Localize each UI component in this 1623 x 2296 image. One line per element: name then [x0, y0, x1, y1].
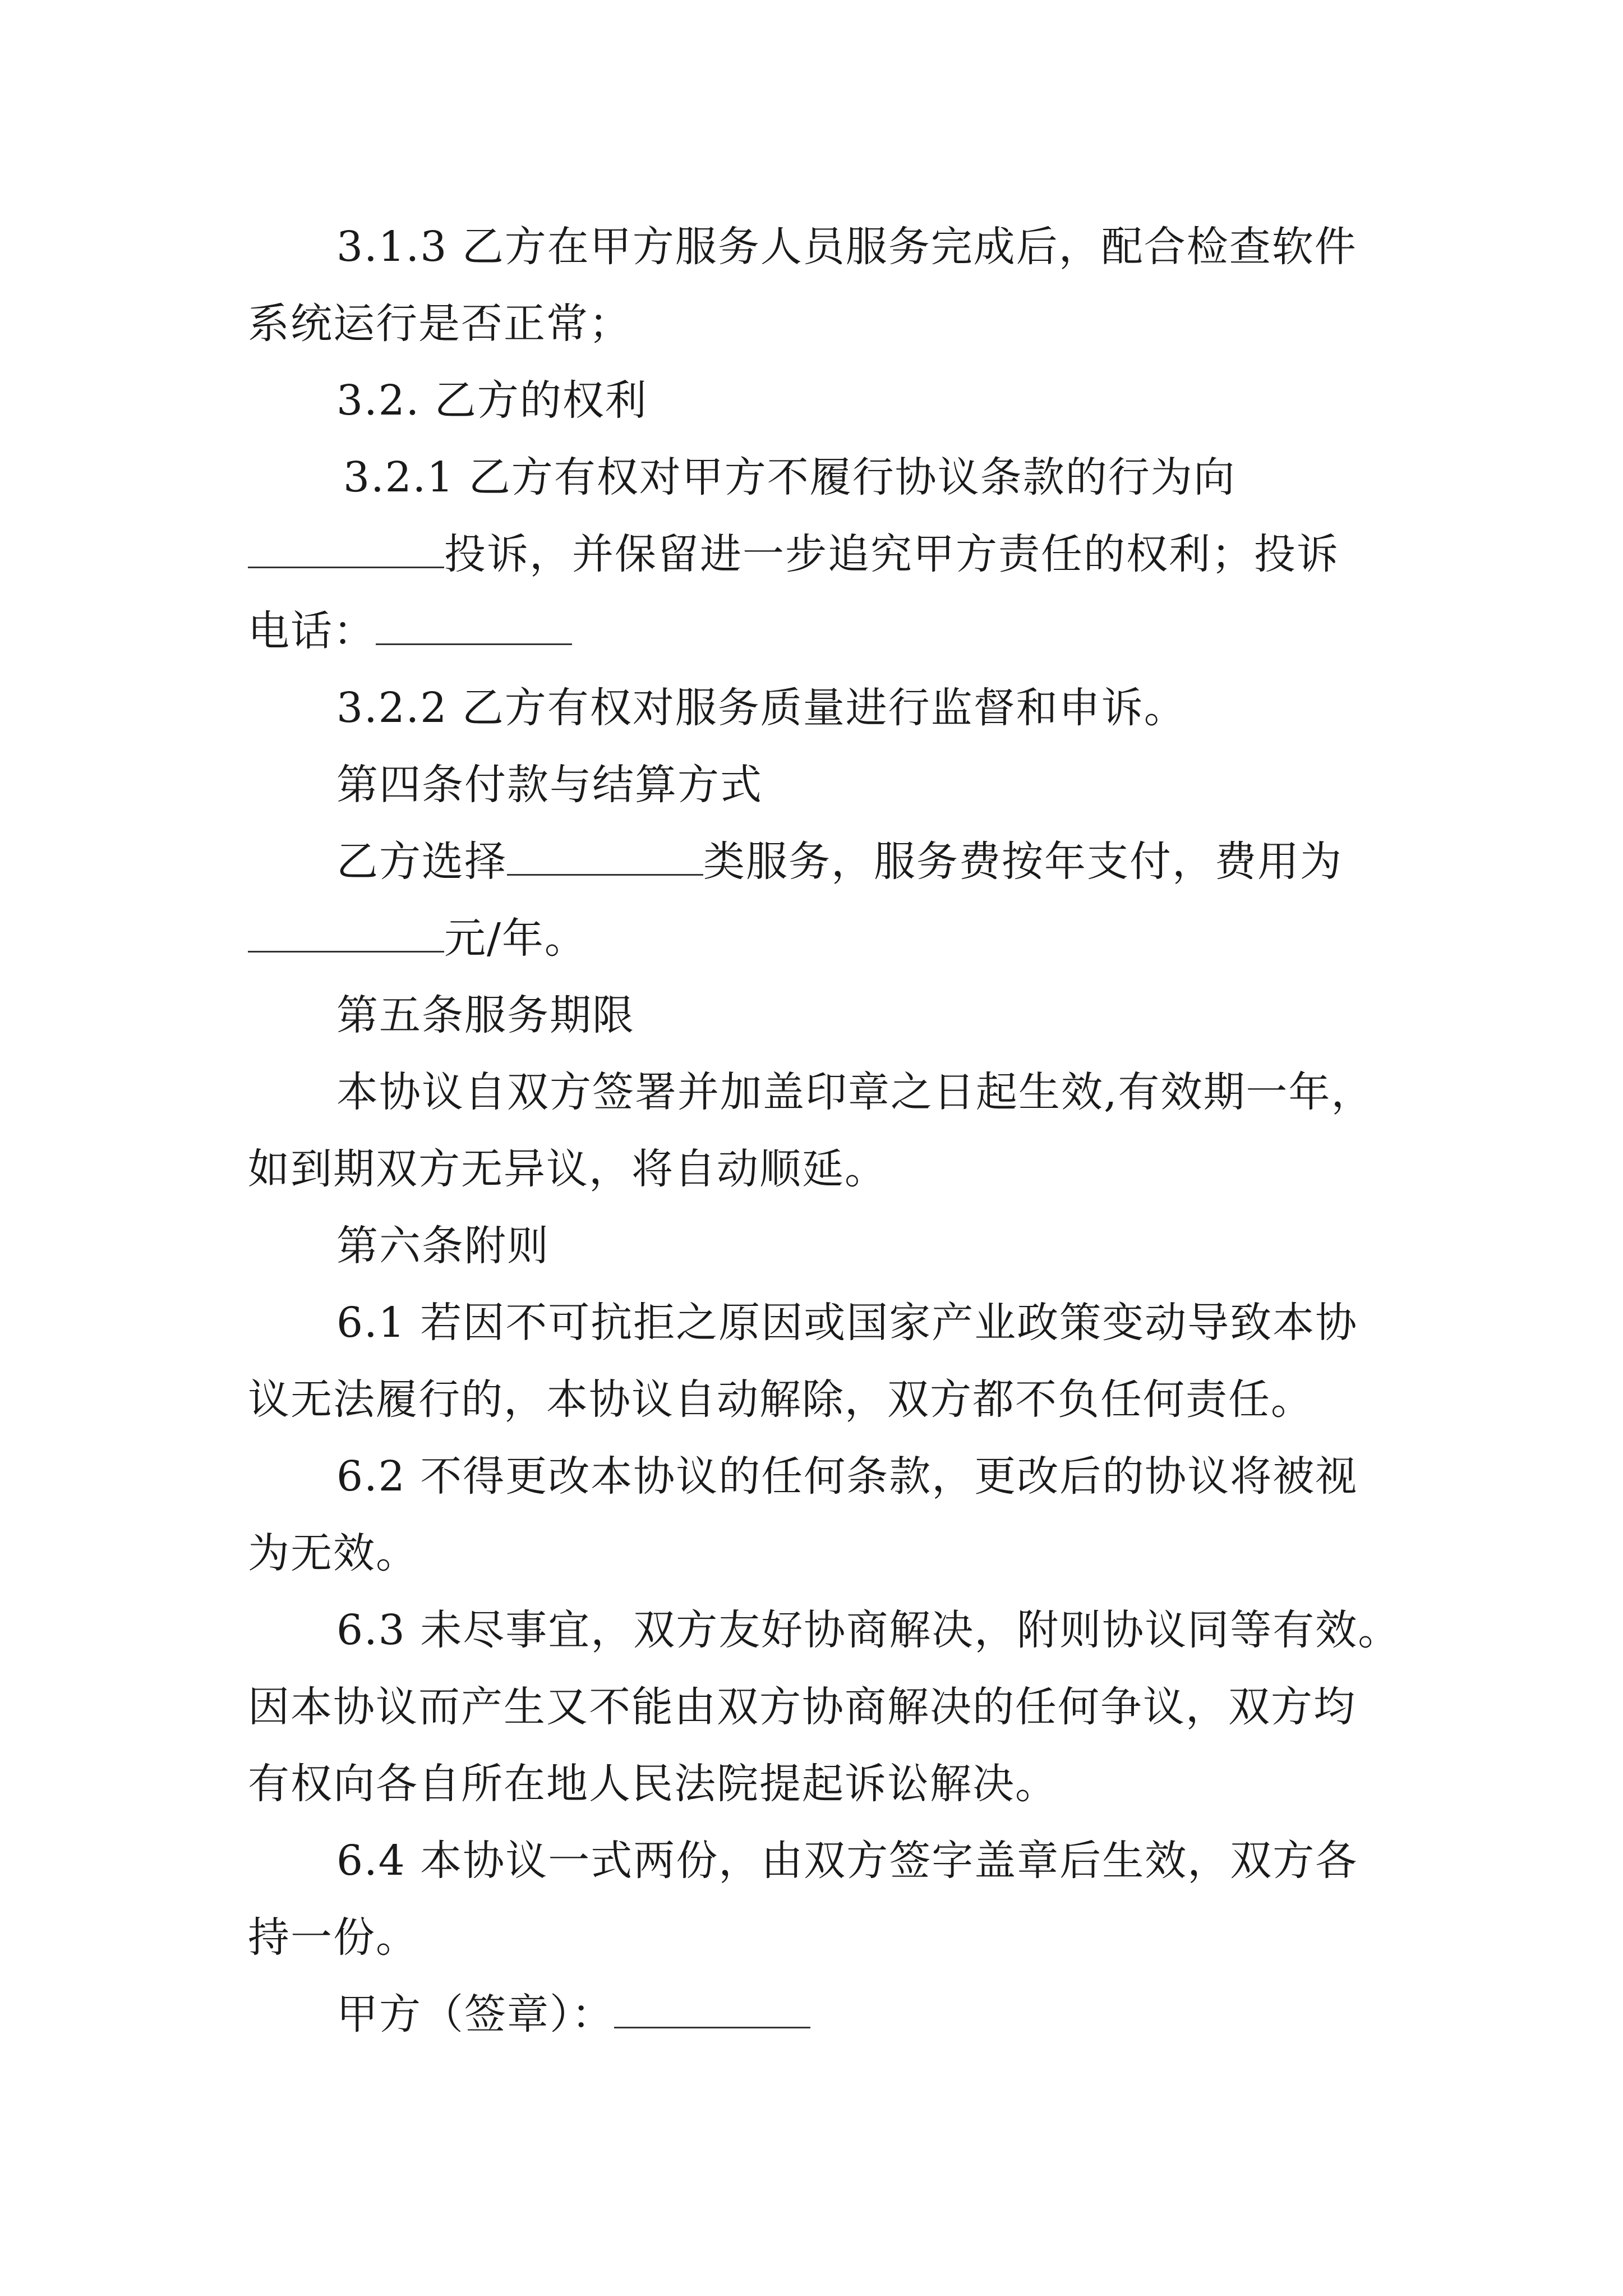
clause-3-1-3-line-1: 3.1.3 乙方在甲方服务人员服务完成后，配合检查软件: [336, 223, 1357, 271]
article-5-title: 第五条服务期限: [336, 991, 635, 1039]
article-5-line-2: 如到期双方无异议，将自动顺延。: [248, 1145, 887, 1193]
clause-6-1-line-1: 6.1 若因不可抗拒之原因或国家产业政策变动导致本协: [336, 1299, 1358, 1347]
clause-6-4-line-2: 持一份。: [248, 1913, 418, 1962]
article-4-line-1-post: 类服务，服务费按年支付，费用为: [703, 838, 1343, 886]
clause-6-3-line-1: 6.3 未尽事宜，双方友好协商解决，附则协议同等有效。: [336, 1606, 1401, 1654]
article-5-line-1: 本协议自双方签署并加盖印章之日起生效,有效期一年，: [336, 1068, 1374, 1116]
party-a-signature-label: 甲方（签章）：: [336, 1990, 614, 2039]
clause-3-2-1-line-3: [248, 603, 1386, 659]
clause-6-1-line-2: 议无法履行的，本协议自动解除，双方都不负任何责任。: [248, 1375, 1313, 1424]
annual-fee-blank: [248, 912, 444, 953]
article-4-line-1-pre: 乙方选择: [336, 838, 507, 886]
section-3-2-heading: 3.2. 乙方的权利: [336, 376, 648, 425]
clause-3-2-2: 3.2.2 乙方有权对服务质量进行监督和申诉。: [336, 684, 1187, 732]
clause-3-1-3-line-2: 系统运行是否正常；: [248, 300, 631, 348]
clause-3-2-1-line-2-text: 投诉，并保留进一步追究甲方责任的权利；投诉: [444, 530, 1339, 578]
service-class-blank: [507, 835, 703, 876]
complaint-recipient-blank: [248, 527, 444, 568]
article-4-line-2-post: 元/年。: [444, 914, 587, 963]
complaint-phone-blank: [376, 604, 572, 645]
party-a-signature-line: [336, 1986, 1386, 2042]
clause-3-2-1-line-1: 3.2.1 乙方有权对甲方不履行协议条款的行为向: [343, 453, 1236, 501]
clause-6-2-line-2: 为无效。: [248, 1529, 418, 1577]
clause-6-3-line-2: 因本协议而产生又不能由双方协商解决的任何争议，双方均: [248, 1683, 1356, 1731]
article-6-title: 第六条附则: [336, 1222, 550, 1270]
complaint-phone-label: 电话：: [248, 607, 376, 655]
article-4-line-2: [248, 910, 1386, 967]
clause-6-4-line-1: 6.4 本协议一式两份，由双方签字盖章后生效，双方各: [336, 1837, 1358, 1885]
article-4-line-1: [336, 834, 1386, 890]
clause-6-2-line-1: 6.2 不得更改本协议的任何条款，更改后的协议将被视: [336, 1452, 1358, 1501]
clause-3-2-1-line-2: [248, 526, 1386, 582]
party-a-signature-blank: [614, 1987, 810, 2028]
clause-6-3-line-3: 有权向各自所在地人民法院提起诉讼解决。: [248, 1760, 1058, 1808]
article-4-title: 第四条付款与结算方式: [336, 761, 763, 809]
